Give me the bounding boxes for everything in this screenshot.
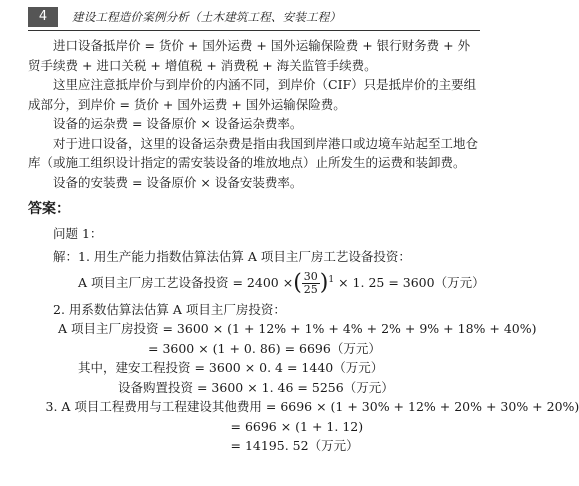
paragraph-cif-note: 这里应注意抵岸价与到岸价的内涵不同，到岸价（CIF）只是抵岸价的主要组成部分，到岸价 = 货价 + 国外运费 + 国外运输保险费。 (28, 77, 477, 112)
paragraph-import-freight: 对于进口设备，这里的设备运杂费是指由我国到岸港口或边境车站起至工地仓库（或施工组织设计指定的需安装设备的堆放地点）止所发生的运费和装卸费。 (28, 135, 479, 170)
page-header (0, 6, 487, 28)
paragraph-import-landed-price: 进口设备抵岸价 = 货价 + 国外运费 + 国外运输保险费 + 银行财务费 + 外贸手续费 + 进口关税 + 增值税 + 消费税 + 海关监管手续费。 (28, 38, 471, 73)
exponent: 1 (328, 274, 335, 285)
step2-line3: 其中，建安工程投资 = 3600 × 0. 4 = 1440（万元） (78, 360, 384, 376)
fraction-denominator: 25 (303, 282, 318, 296)
step3-line2: = 6696 × (1 + 1. 12) (230, 418, 364, 434)
answer-heading: 答案： (28, 201, 70, 217)
step2-line4: 设备购置投资 = 3600 × 1. 46 = 5256（万元） (118, 379, 394, 395)
step1-eq-prefix: A 项目主厂房工艺设备投资 = 2400 × (78, 274, 294, 290)
step2-line2: = 3600 × (1 + 0. 86) = 6696（万元） (148, 340, 381, 356)
header-rule (28, 30, 480, 31)
step2-text: 2. 用系数估算法估算 A 项目主厂房投资： (53, 301, 286, 317)
paragraph-install-formula: 设备的安装费 = 设备原价 × 设备安装费率。 (53, 174, 303, 190)
step1-eq-suffix: × 1. 25 = 3600（万元） (338, 274, 485, 290)
step3-line1: 3. A 项目工程费用与工程建设其他费用 = 6696 × (1 + 30% + 12% + 20% + 30% + 20%) (45, 399, 579, 415)
step1-equation (28, 269, 485, 296)
question-label: 问题 1： (53, 225, 103, 241)
step2-line1: A 项目主厂房投资 = 3600 × (1 + 12% + 1% + 4% + 2% + 9% + 18% + 40%) (58, 321, 537, 337)
fraction-numerator: 30 (303, 269, 318, 283)
step3-line3: = 14195. 52（万元） (230, 438, 359, 454)
capacity-fraction (302, 271, 320, 296)
page-number: 4 (28, 7, 58, 27)
paragraph-freight-formula: 设备的运杂费 = 设备原价 × 设备运杂费率。 (53, 116, 303, 131)
right-paren: ) (319, 270, 329, 296)
running-title: 建设工程造价案例分析（土木建筑工程、安装工程） (72, 10, 342, 24)
left-paren: ( (293, 270, 302, 296)
page-content (28, 36, 579, 456)
step1-text: 解：1. 用生产能力指数估算法估算 A 项目主厂房工艺设备投资： (53, 249, 411, 264)
